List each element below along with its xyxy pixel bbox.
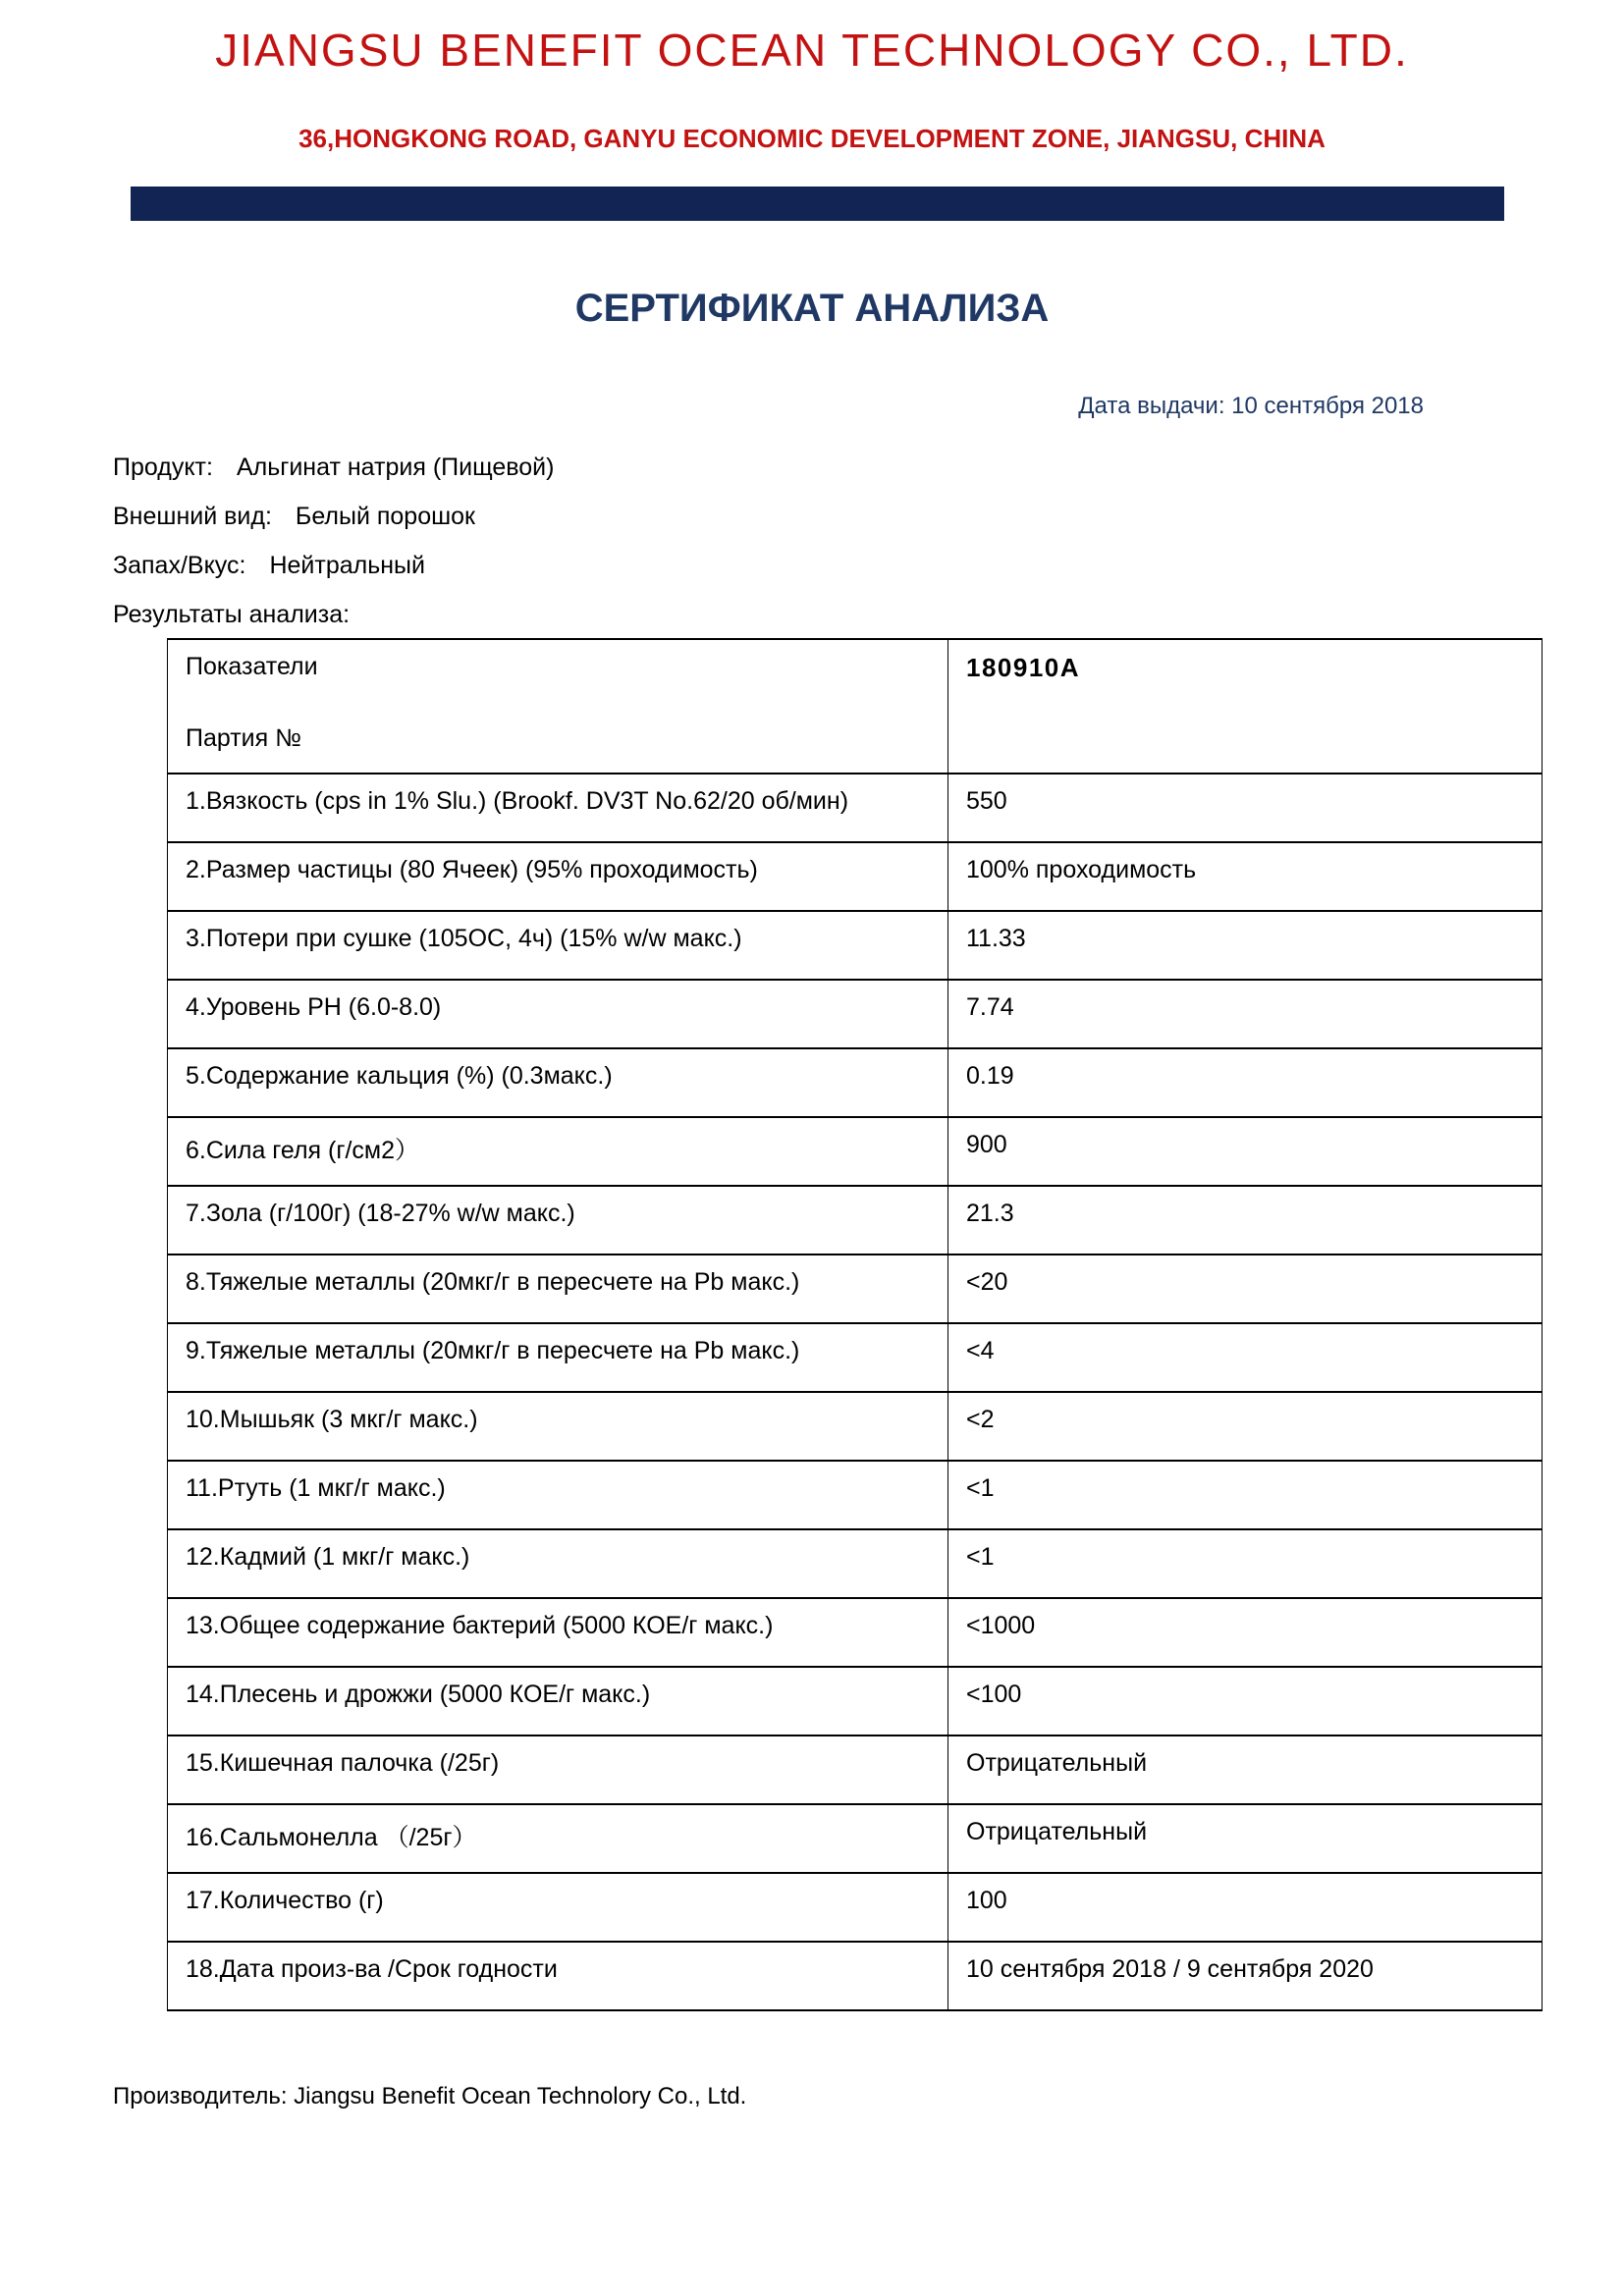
value-cell <box>948 1598 1543 1667</box>
product-label: Продукт: <box>113 454 213 481</box>
product-info-block <box>113 454 554 629</box>
table-row <box>168 1598 1543 1667</box>
table-row <box>168 1667 1543 1735</box>
table-row <box>168 1048 1543 1117</box>
param-text: 5.Содержание кальция (%) (0.3макс.) <box>186 1062 613 1090</box>
param-text: 15.Кишечная палочка (/25г) <box>186 1749 500 1777</box>
value-cell <box>948 911 1543 980</box>
company-name: JIANGSU BENEFIT OCEAN TECHNOLOGY CO., LTD. <box>215 25 1409 76</box>
value-cell <box>948 1942 1543 2010</box>
value-text: <100 <box>966 1681 1022 1708</box>
table-row <box>168 1735 1543 1804</box>
value-text: 550 <box>966 787 1007 815</box>
odor-taste-label: Запах/Вкус: <box>113 552 246 579</box>
value-text: 100 <box>966 1887 1007 1914</box>
appearance-value: Белый порошок <box>295 503 475 530</box>
param-cell <box>168 1255 948 1323</box>
results-heading: Результаты анализа: <box>113 601 351 628</box>
value-text: <1 <box>966 1543 995 1571</box>
param-cell <box>168 1117 948 1186</box>
param-cell <box>168 1598 948 1667</box>
value-cell <box>948 1735 1543 1804</box>
value-cell <box>948 1186 1543 1255</box>
param-text: 10.Мышьяк (3 мкг/г макс.) <box>186 1406 478 1433</box>
value-cell <box>948 1667 1543 1735</box>
param-cell <box>168 1323 948 1392</box>
batch-number: 180910A <box>966 653 1081 682</box>
header-batch-cell <box>948 639 1543 774</box>
analysis-table-body <box>168 639 1543 2010</box>
header-batch-label: Партия № <box>186 724 301 752</box>
appearance-line <box>113 503 554 531</box>
header-indicators-label: Показатели <box>186 653 318 680</box>
param-text: 1.Вязкость (cps in 1% Slu.) (Brookf. DV3T No.62/20 об/мин) <box>186 787 849 815</box>
param-cell <box>168 1392 948 1461</box>
value-text: Отрицательный <box>966 1818 1148 1845</box>
appearance-label: Внешний вид: <box>113 503 272 530</box>
param-cell <box>168 1873 948 1942</box>
value-cell <box>948 1873 1543 1942</box>
issue-date: Дата выдачи: 10 сентября 2018 <box>1078 393 1424 419</box>
value-text: 0.19 <box>966 1062 1014 1090</box>
product-line <box>113 454 554 482</box>
param-cell <box>168 842 948 911</box>
param-text: 2.Размер частицы (80 Ячеек) (95% проходимость) <box>186 856 758 883</box>
company-address: 36,HONGKONG ROAD, GANYU ECONOMIC DEVELOPMENT ZONE, JIANGSU, CHINA <box>298 124 1326 153</box>
document-title: СЕРТИФИКАТ АНАЛИЗА <box>574 287 1050 330</box>
param-cell <box>168 1529 948 1598</box>
param-text: 18.Дата произ-ва /Срок годности <box>186 1955 558 1983</box>
value-text: <1000 <box>966 1612 1036 1639</box>
value-text: <20 <box>966 1268 1008 1296</box>
value-text: <2 <box>966 1406 995 1433</box>
param-text: 14.Плесень и дрожжи (5000 КОЕ/г макс.) <box>186 1681 651 1708</box>
odor-taste-value: Нейтральный <box>269 552 425 579</box>
value-text: Отрицательный <box>966 1749 1148 1777</box>
param-cell <box>168 980 948 1048</box>
manufacturer-line: Производитель: Jiangsu Benefit Ocean Technolory Co., Ltd. <box>113 2083 747 2109</box>
value-cell <box>948 1461 1543 1529</box>
value-text: 10 сентября 2018 / 9 сентября 2020 <box>966 1955 1374 1983</box>
param-cell <box>168 1048 948 1117</box>
table-row <box>168 911 1543 980</box>
header-divider-bar <box>131 187 1504 221</box>
param-cell <box>168 1461 948 1529</box>
value-cell <box>948 842 1543 911</box>
value-text: 21.3 <box>966 1200 1014 1227</box>
value-cell <box>948 774 1543 842</box>
table-row <box>168 774 1543 842</box>
table-row <box>168 1529 1543 1598</box>
table-row <box>168 980 1543 1048</box>
param-cell <box>168 1667 948 1735</box>
value-cell <box>948 1048 1543 1117</box>
table-header-row <box>168 639 1543 774</box>
table-row <box>168 1117 1543 1186</box>
param-cell <box>168 1804 948 1873</box>
value-text: 7.74 <box>966 993 1014 1021</box>
value-cell <box>948 1255 1543 1323</box>
param-cell <box>168 1942 948 2010</box>
param-cell <box>168 911 948 980</box>
table-row <box>168 842 1543 911</box>
param-cell <box>168 1735 948 1804</box>
value-text: 900 <box>966 1131 1007 1158</box>
value-text: <4 <box>966 1337 995 1364</box>
param-cell <box>168 1186 948 1255</box>
table-row <box>168 1255 1543 1323</box>
table-row <box>168 1323 1543 1392</box>
param-text: 13.Общее содержание бактерий (5000 КОЕ/г макс.) <box>186 1612 774 1639</box>
param-cell <box>168 774 948 842</box>
table-row <box>168 1186 1543 1255</box>
analysis-table <box>167 638 1543 2011</box>
param-text: 11.Ртуть (1 мкг/г макс.) <box>186 1474 446 1502</box>
value-cell <box>948 1117 1543 1186</box>
value-text: 11.33 <box>966 925 1026 952</box>
value-cell <box>948 1323 1543 1392</box>
param-text: 7.Зола (г/100г) (18-27% w/w макс.) <box>186 1200 575 1227</box>
param-text: 6.Сила геля (г/см2） <box>186 1137 420 1164</box>
value-cell <box>948 980 1543 1048</box>
product-value: Альгинат натрия (Пищевой) <box>236 454 555 481</box>
param-text: 16.Сальмонелла （/25г） <box>186 1824 477 1851</box>
analysis-table-wrap <box>167 638 1543 2011</box>
param-text: 12.Кадмий (1 мкг/г макс.) <box>186 1543 470 1571</box>
value-text: 100% проходимость <box>966 856 1197 883</box>
table-row <box>168 1461 1543 1529</box>
param-text: 4.Уровень PH (6.0-8.0) <box>186 993 442 1021</box>
value-text: <1 <box>966 1474 995 1502</box>
value-cell <box>948 1804 1543 1873</box>
param-text: 8.Тяжелые металлы (20мкг/г в пересчете на Pb макс.) <box>186 1268 800 1296</box>
table-row <box>168 1942 1543 2010</box>
table-row <box>168 1392 1543 1461</box>
odor-taste-line <box>113 552 554 580</box>
header-param-cell <box>168 639 948 774</box>
value-cell <box>948 1529 1543 1598</box>
table-row <box>168 1804 1543 1873</box>
table-row <box>168 1873 1543 1942</box>
param-text: 3.Потери при сушке (105ОС, 4ч) (15% w/w макс.) <box>186 925 742 952</box>
param-text: 9.Тяжелые металлы (20мкг/г в пересчете на Pb макс.) <box>186 1337 800 1364</box>
value-cell <box>948 1392 1543 1461</box>
param-text: 17.Количество (г) <box>186 1887 384 1914</box>
